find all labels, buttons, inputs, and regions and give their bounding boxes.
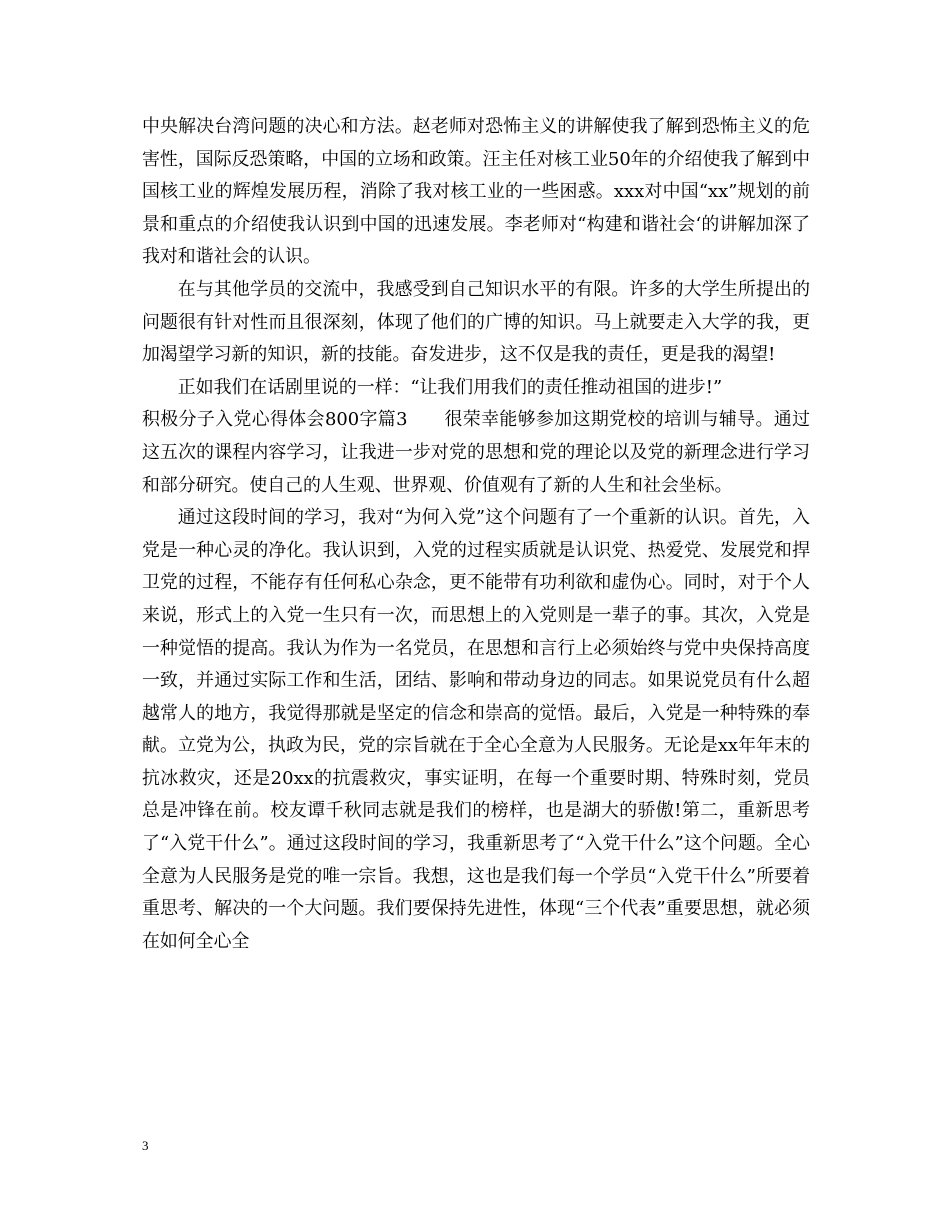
page-number: 3 — [142, 1138, 149, 1153]
document-body — [142, 111, 810, 958]
paragraph-3: 正如我们在话剧里说的一样：“让我们用我们的责任推动祖国的进步!” — [177, 376, 723, 398]
paragraph-2: 在与其他学员的交流中，我感受到自己知识水平的有限。许多的大学生所提出的问题很有针对性而且很深刻，体现了他们的广博的知识。马上就要走入大学的我，更加渴望学习新的知识，新的技能。奋发进步，这不仅是我的责任，更是我的渴望! — [142, 278, 810, 366]
paragraph-1: 中央解决台湾问题的决心和方法。赵老师对恐怖主义的讲解使我了解到恐怖主义的危害性，国际反恐策略，中国的立场和政策。汪主任对核工业50年的介绍使我了解到中国核工业的辉煌发展历程，消除了我对核工业的一些困惑。xxx对中国“xx”规划的前景和重点的介绍使我认识到中国的迅速发展。李老师对“构建和谐社会‘的讲解加深了我对和谐社会的认识。 — [142, 116, 810, 268]
paragraph-4: 积极分子入党心得体会800字篇3 很荣幸能够参加这期党校的培训与辅导。通过这五次的课程内容学习，让我进一步对党的思想和党的理论以及党的新理念进行学习和部分研究。使自己的人生观、世界观、价值观有了新的人生和社会坐标。 — [142, 409, 810, 496]
paragraph-5: 通过这段时间的学习，我对“为何入党”这个问题有了一个重新的认识。首先，入党是一种心灵的净化。我认识到，入党的过程实质就是认识党、热爱党、发展党和捍卫党的过程，不能存有任何私心杂念，更不能带有功利欲和虚伪心。同时，对于个人来说，形式上的入党一生只有一次，而思想上的入党则是一辈子的事。其次，入党是一种觉悟的提高。我认为作为一名党员，在思想和言行上必须始终与党中央保持高度一致，并通过实际工作和生活，团结、影响和带动身边的同志。如果说党员有什么超越常人的地方，我觉得那就是坚定的信念和崇高的觉悟。最后，入党是一种特殊的奉献。立党为公，执政为民，党的宗旨就在于全心全意为人民服务。无论是xx年年末的抗冰救灾，还是20xx的抗震救灾，事实证明，在每一个重要时期、特殊时刻，党员总是冲锋在前。校友谭千秋同志就是我们的榜样，也是湖大的骄傲!第二，重新思考了“入党干什么”。通过这段时间的学习，我重新思考了“入党干什么”这个问题。全心全意为人民服务是党的唯一宗旨。我想，这也是我们每一个学员“入党干什么”所要着重思考、解决的一个大问题。我们要保持先进性，体现“三个代表”重要思想，就必须在如何全心全 — [142, 507, 810, 952]
